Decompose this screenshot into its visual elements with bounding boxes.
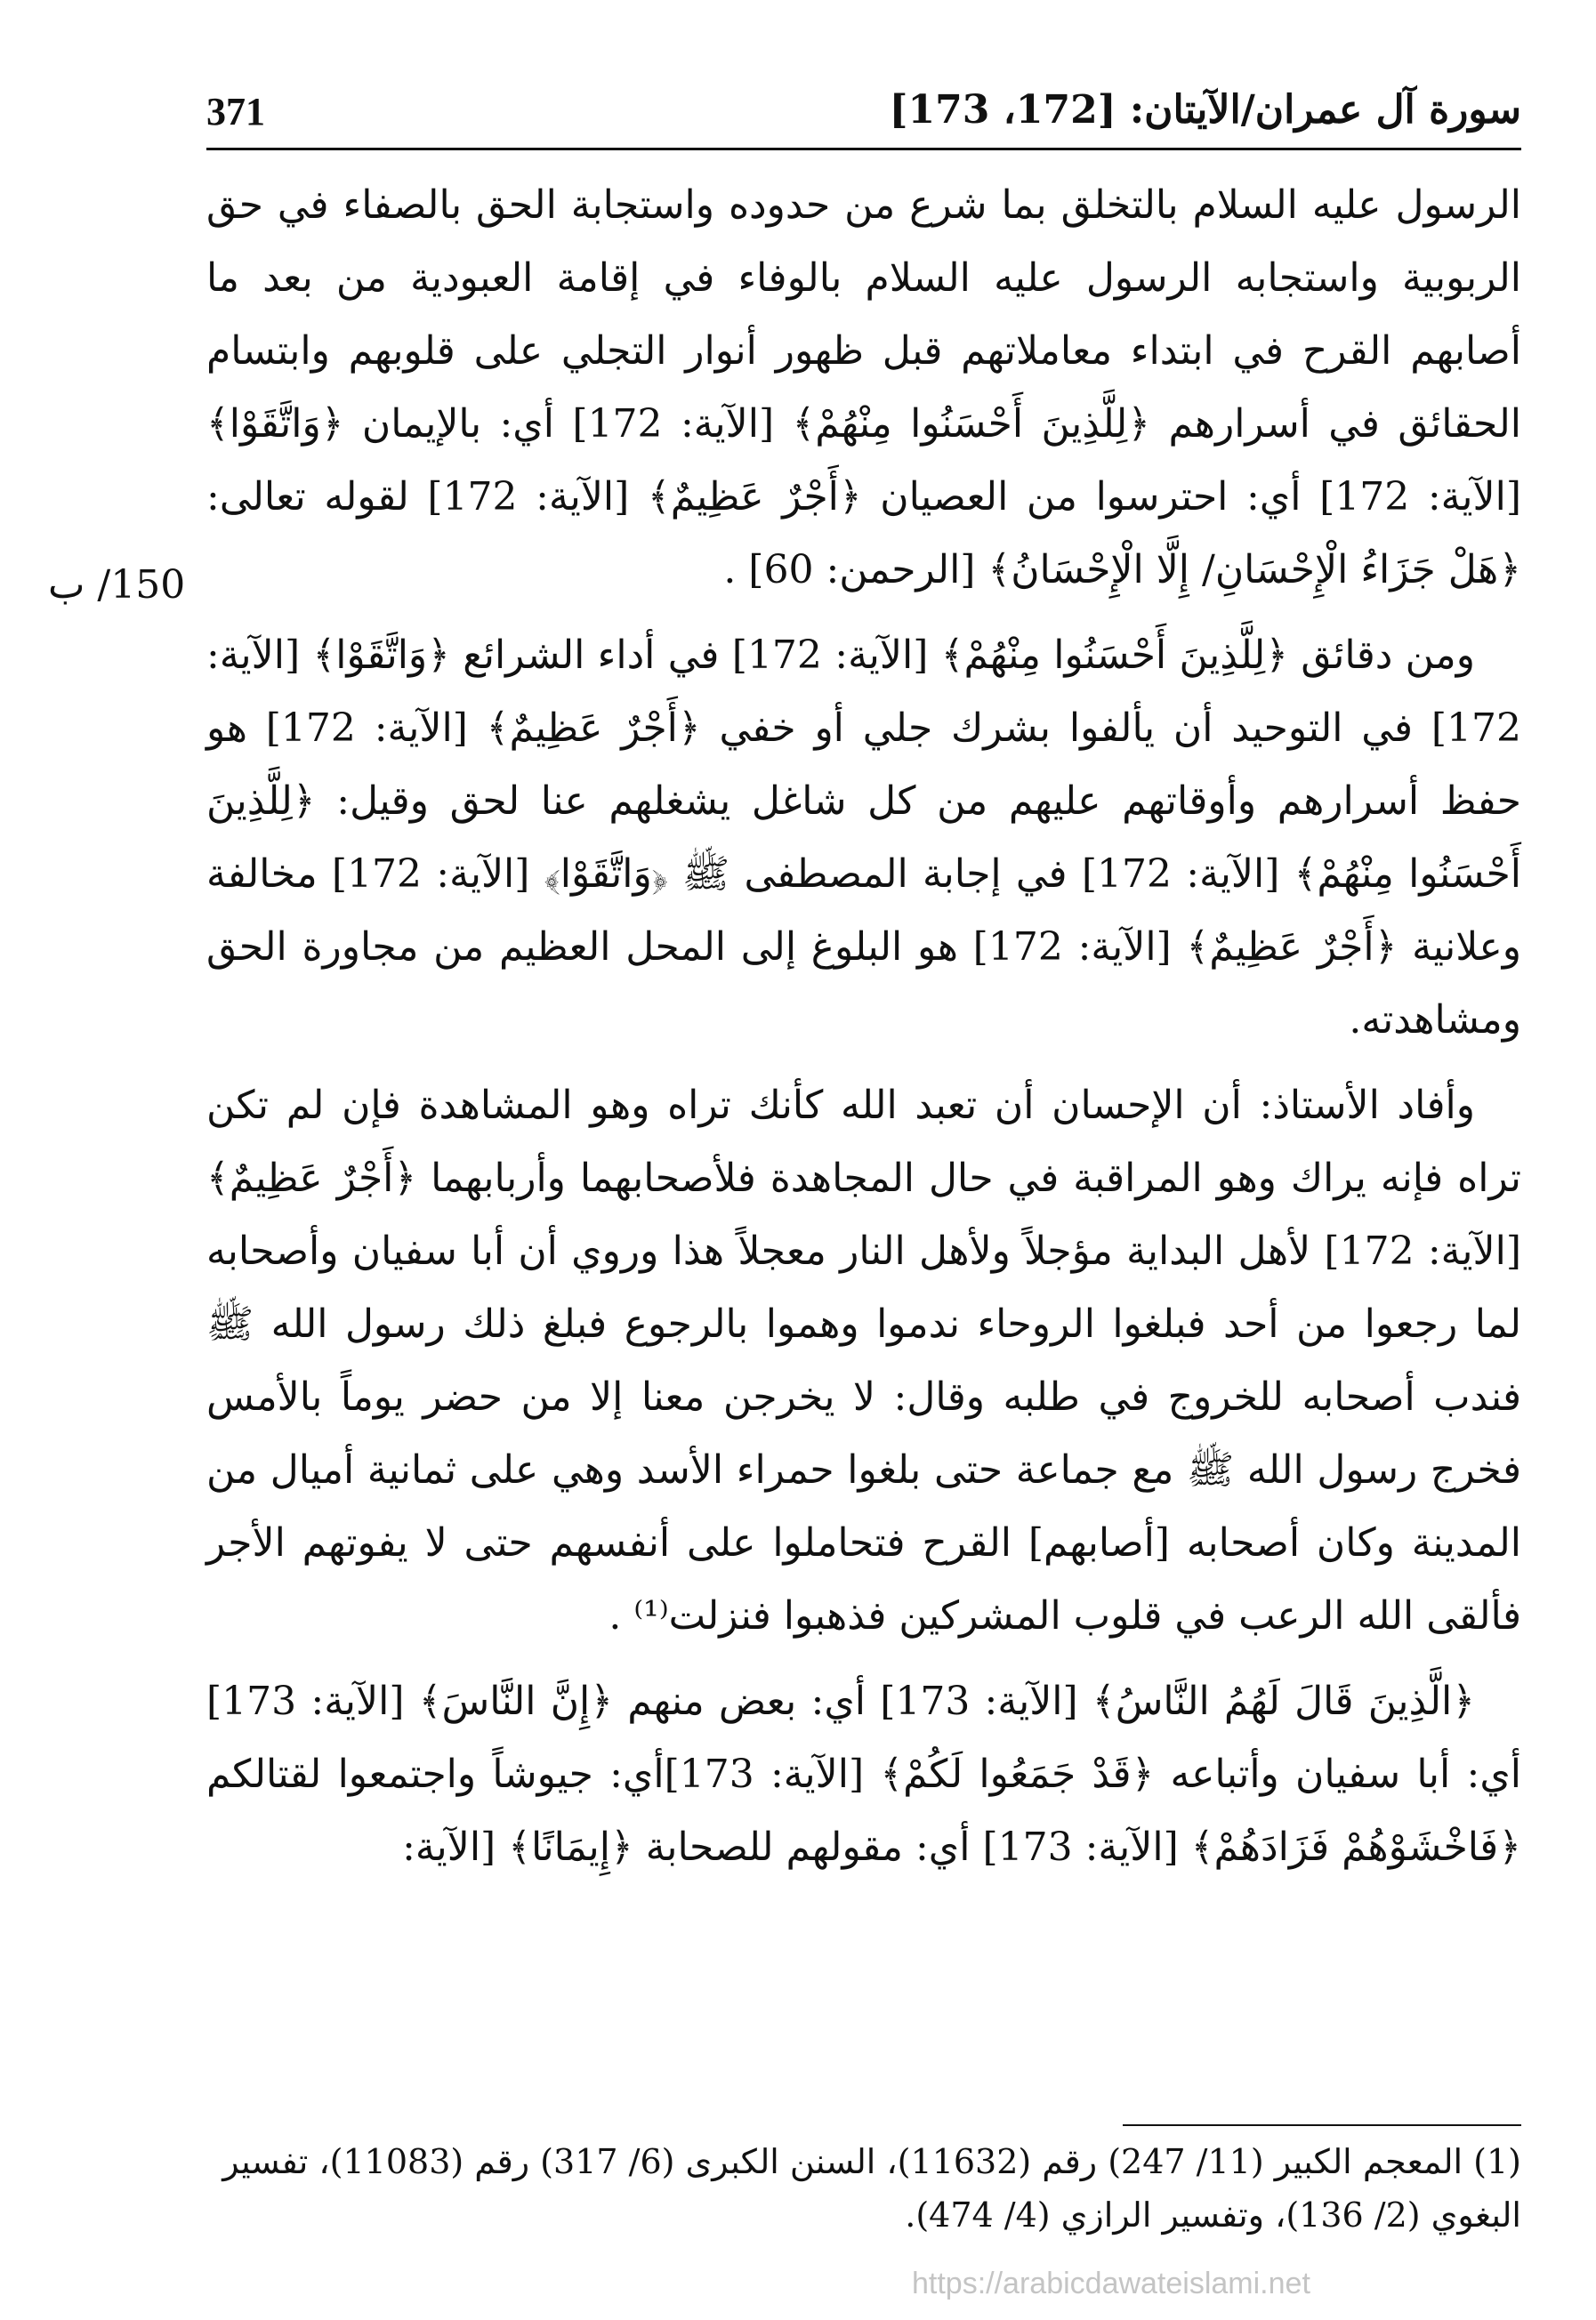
footnote-1: (1) المعجم الكبير (11/ 247) رقم (11632)، السنن الكبرى (6/ 317) رقم (11083)، تفسير البغوي (2/ 136)، وتفسير الرازي (4/ 474). <box>222 2142 1521 2235</box>
manuscript-folio-note: 150/ ب <box>48 562 186 608</box>
main-text <box>206 169 1521 1897</box>
paragraph-4: ﴿الَّذِينَ قَالَ لَهُمُ النَّاسُ﴾ [الآية: 173] أي: بعض منهم ﴿إِنَّ النَّاسَ﴾ [الآية: 173] أي: أبا سفيان وأتباعه ﴿قَدْ جَمَعُوا لَكُمْ﴾ [الآية: 173]أي: جيوشاً واجتمعوا لقتالكم ﴿فَاخْشَوْهُمْ فَزَادَهُمْ﴾ [الآية: 173] أي: مقولهم للصحابة ﴿إِيمَانًا﴾ [الآية: <box>206 1679 1521 1870</box>
paragraph-2: ومن دقائق ﴿لِلَّذِينَ أَحْسَنُوا مِنْهُمْ﴾ [الآية: 172] في أداء الشرائع ﴿وَاتَّقَوْا﴾ [الآية: 172] في التوحيد أن يألفوا بشرك جلي أو خفي ﴿أَجْرٌ عَظِيمٌ﴾ [الآية: 172] هو حفظ أسرارهم وأوقاتهم عليهم من كل شاغل يشغلهم عنا لحق وقيل: ﴿لِلَّذِينَ أَحْسَنُوا مِنْهُمْ﴾ [الآية: 172] في إجابة المصطفى ﷺ ﴿وَاتَّقَوْا﴾ [الآية: 172] مخالفة وعلانية ﴿أَجْرٌ عَظِيمٌ﴾ [الآية: 172] هو البلوغ إلى المحل العظيم من مجاورة الحق ومشاهدته. <box>206 632 1521 1043</box>
chapter-title: سورة آل عمران/الآيتان: [172، 173] <box>889 87 1521 133</box>
paragraph-3: وأفاد الأستاذ: أن الإحسان أن تعبد الله كأنك تراه وهو المشاهدة فإن لم تكن تراه فإنه يراك وهو المراقبة في حال المجاهدة فلأصحابهما وأربابهما ﴿أَجْرٌ عَظِيمٌ﴾ [الآية: 172] لأهل البداية مؤجلاً ولأهل النار معجلاً هذا وروي أن أبا سفيان وأصحابه لما رجعوا من أحد فبلغوا الروحاء ندموا وهموا بالرجوع فبلغ ذلك رسول الله ﷺ فندب أصحابه للخروج في طلبه وقال: لا يخرجن معنا إلا من حضر يوماً بالأمس فخرج رسول الله ﷺ مع جماعة حتى بلغوا حمراء الأسد وهي على ثمانية أميال من المدينة وكان أصحابه [أصابهم] القرح فتحاملوا على أنفسهم حتى لا يفوتهم الأجر فألقى الله الرعب في قلوب المشركين فذهبوا فنزلت⁽¹⁾ . <box>206 1083 1522 1639</box>
page-number: 371 <box>206 90 265 133</box>
paragraph-1: الرسول عليه السلام بالتخلق بما شرع من حدوده واستجابة الحق بالصفاء في حق الربوبية واستجابه الرسول عليه السلام بالوفاء في إقامة العبودية من بعد ما أصابهم القرح في ابتداء معاملاتهم قبل ظهور أنوار التجلي على قلوبهم وابتسام الحقائق في أسرارهم ﴿لِلَّذِينَ أَحْسَنُوا مِنْهُمْ﴾ [الآية: 172] أي: بالإيمان ﴿وَاتَّقَوْا﴾ [الآية: 172] أي: احترسوا من العصيان ﴿أَجْرٌ عَظِيمٌ﴾ [الآية: 172] لقوله تعالى: ﴿هَلْ جَزَاءُ الْإِحْسَانِ/ إِلَّا الْإِحْسَانُ﴾ [الرحمن: 60] . <box>206 182 1522 592</box>
header-divider <box>206 148 1521 150</box>
footnote-divider <box>1123 2124 1521 2126</box>
footnotes <box>206 2135 1521 2242</box>
watermark-url: https://arabicdawateislami.net <box>912 2267 1310 2300</box>
running-header <box>206 87 1521 148</box>
